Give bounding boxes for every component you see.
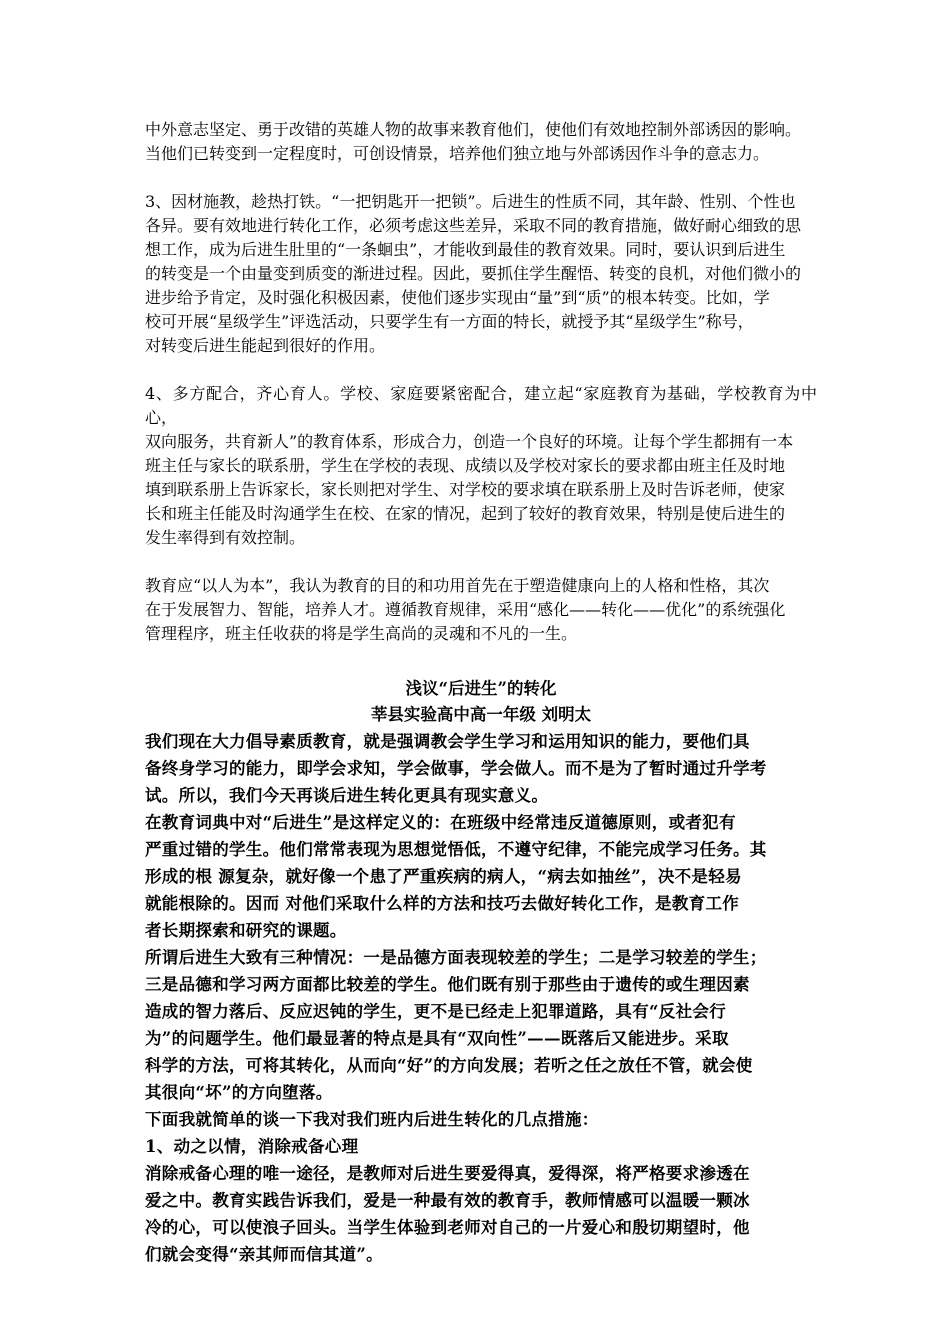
paragraph-willpower: 中外意志坚定、勇于改错的英雄人物的故事来教育他们，使他们有效地控制外部诱因的影响。 当他们已转变到一定程度时，可创设情景，培养他们独立地与外部诱因作斗争的意志力。 — [145, 120, 802, 163]
article-heading-1: 1、动之以情，消除戒备心理 — [145, 1137, 359, 1156]
paragraph-conclusion: 教育应“以人为本”，我认为教育的目的和功用首先在于塑造健康向上的人格和性格，其次 在于发展智力、智能，培养人才。遵循教育规律，采用“感化——转化——优化”的系统强化 管理程序，班主任收获的将是学生高尚的灵魂和不凡的一生。 — [145, 576, 786, 643]
paragraph-point-4: 4、多方配合，齐心育人。学校、家庭要紧密配合，建立起“家庭教育为基础，学校教育为中心， 双向服务，共育新人”的教育体系，形成合力，创造一个良好的环境。让每个学生都拥有一本 班主任与家长的联系册，学生在学校的表现、成绩以及学校对家长的要求都由班主任及时地 填到联系册上告诉家长，家长则把对学生、对学校的要求填在联系册上及时告诉老师，使家 长和班主任能及时沟通学生在校、在家的情况，起到了较好的教育效果，特别是使后进生的 发生率得到有效控制。 — [145, 384, 817, 547]
article-paragraph-2: 在教育词典中对“后进生”是这样定义的：在班级中经常违反道德原则，或者犯有 严重过错的学生。他们常常表现为思想觉悟低，不遵守纪律，不能完成学习任务。其 形成的根 源复杂，就好像一个患了严重疾病的病人，“病去如抽丝”，决不是轻易 就能根除的。因而 对他们采取什么样的方法和技巧去做好转化工作，是教育工作 者长期探索和研究的课题。 — [145, 813, 767, 940]
paragraph-gap — [145, 166, 817, 190]
article-body — [145, 728, 817, 1268]
article-byline: 莘县实验高中高一年级 刘明太 — [370, 705, 592, 724]
paragraph-gap — [145, 358, 817, 382]
top-section — [145, 118, 817, 646]
article-paragraph-4: 下面我就简单的谈一下我对我们班内后进生转化的几点措施： — [145, 1110, 599, 1129]
article-title: 浅议“后进生”的转化 — [405, 679, 557, 698]
article-paragraph-3: 所谓后进生大致有三种情况：一是品德方面表现较差的学生；二是学习较差的学生； 三是品德和学习两方面都比较差的学生。他们既有别于那些由于遗传的或生理因素 造成的智力落后、反应迟钝的学生，更不是已经走上犯罪道路，具有“反社会行 为”的问题学生。他们最显著的特点是具有“双向性”——既落后又能进步。采取 科学的方法，可将其转化，从而向“好”的方向发展；若听之任之放任不管，就会使 其很向“坏”的方向堕落。 — [145, 948, 767, 1102]
paragraph-gap — [145, 550, 817, 574]
article-paragraph-1: 我们现在大力倡导素质教育，就是强调教会学生学习和运用知识的能力，要他们具 备终身学习的能力，即学会求知，学会做事，学会做人。而不是为了暂时通过升学考 试。所以，我们今天再谈后进生转化更具有现实意义。 — [145, 732, 767, 805]
section-gap — [145, 646, 817, 676]
article-paragraph-5: 消除戒备心理的唯一途径，是教师对后进生要爱得真，爱得深，将严格要求渗透在 爱之中。教育实践告诉我们，爱是一种最有效的教育手，教师情感可以温暖一颗冰 冷的心，可以使浪子回头。当学生体验到老师对自己的一片爱心和殷切期望时，他 们就会变得“亲其师而信其道”。 — [145, 1164, 750, 1264]
paragraph-point-3: 3、因材施教，趁热打铁。“一把钥匙开一把锁”。后进生的性质不同，其年龄、性别、个性也 各异。要有效地进行转化工作，必须考虑这些差异，采取不同的教育措施，做好耐心细致的思 想工作，成为后进生肚里的“一条蛔虫”，才能收到最佳的教育效果。同时，要认识到后进生 的转变是一个由量变到质变的渐进过程。因此，要抓住学生醒悟、转变的良机，对他们微小的 进步给予肯定，及时强化积极因素，使他们逐步实现由“量”到“质”的根本转变。比如，学 校可开展“星级学生”评选活动，只要学生有一方面的特长，就授予其“星级学生”称号， 对转变后进生能起到很好的作用。 — [145, 192, 802, 355]
document-page — [145, 118, 817, 1268]
